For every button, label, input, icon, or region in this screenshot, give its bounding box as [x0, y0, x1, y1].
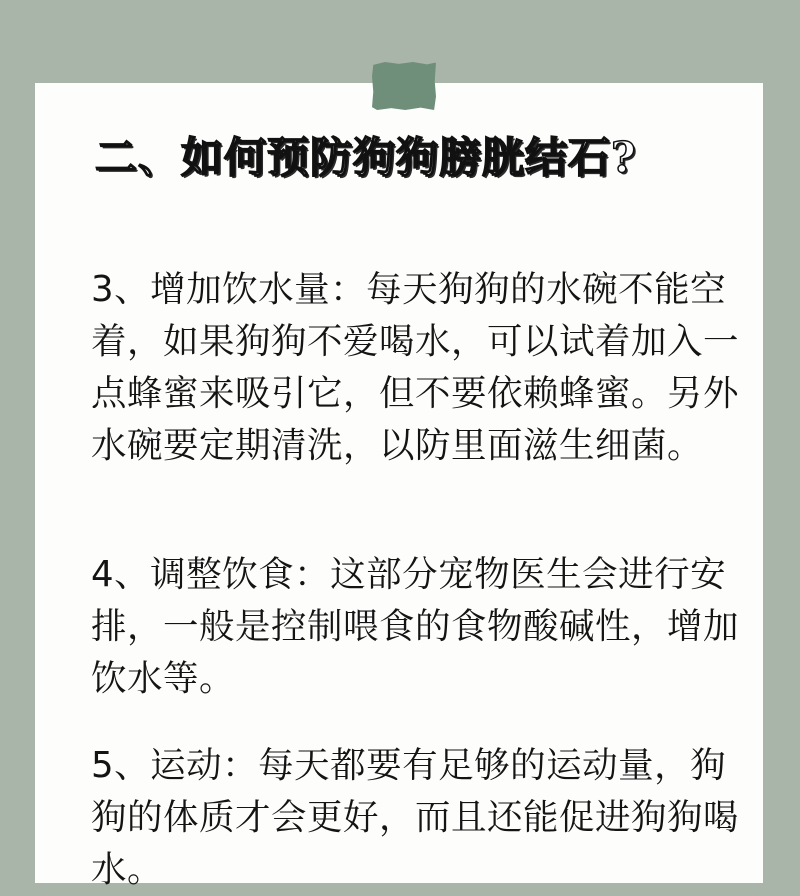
tip-5-text: 5、运动：每天都要有足够的运动量，狗狗的体质才会更好，而且还能促进狗狗喝水。	[91, 745, 740, 890]
tip-4-text: 4、调整饮食：这部分宠物医生会进行安排，一般是控制喂食的食物酸碱性，增加饮水等。	[91, 554, 740, 699]
page-title: 二、如何预防狗狗膀胱结石?	[95, 133, 637, 182]
tape-decoration	[372, 62, 436, 110]
tip-3-text: 3、增加饮水量：每天狗狗的水碗不能空着，如果狗狗不爱喝水，可以试着加入一点蜂蜜来吸引它，但不要依赖蜂蜜。另外水碗要定期清洗，以防里面滋生细菌。	[91, 269, 740, 466]
